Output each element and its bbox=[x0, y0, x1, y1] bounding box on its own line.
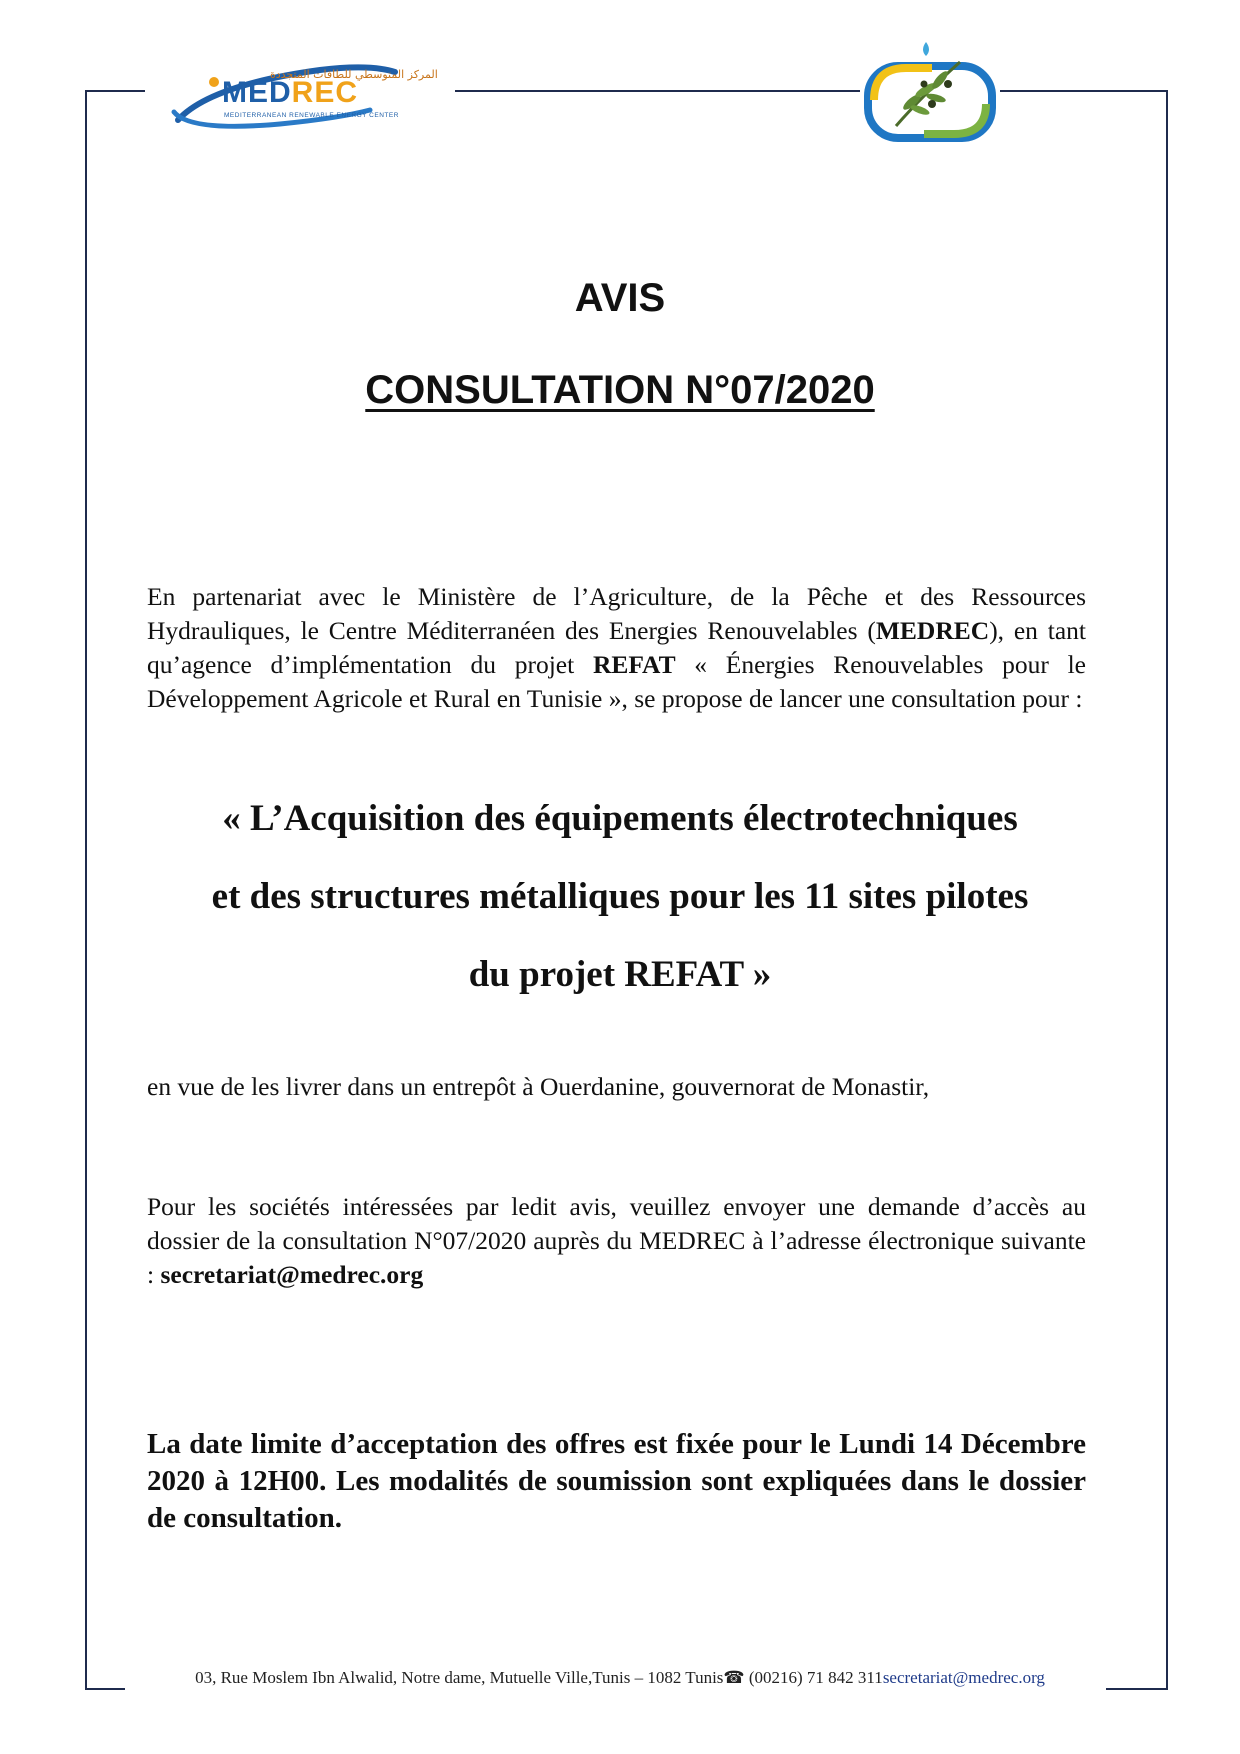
object-line: « L’Acquisition des équipements électrotechniques bbox=[222, 798, 1018, 839]
footer-phone: (00216) 71 842 311 bbox=[744, 1668, 883, 1687]
footer-address: 03, Rue Moslem Ibn Alwalid, Notre dame, Mutuelle Ville,Tunis – 1082 Tunis bbox=[195, 1668, 724, 1687]
medrec-wordmark: MEDREC bbox=[222, 76, 359, 109]
consultation-object bbox=[120, 780, 1120, 1014]
medrec-arabic: المركز المتوسطي للطاقات المتجددة bbox=[270, 68, 438, 81]
contact-email[interactable]: secretariat@medrec.org bbox=[160, 1260, 424, 1289]
phone-icon: ☎ bbox=[723, 1668, 745, 1687]
footer bbox=[0, 1668, 1240, 1688]
object-line: du projet REFAT » bbox=[468, 954, 772, 995]
delivery-paragraph: en vue de les livrer dans un entrepôt à Ouerdanine, gouvernorat de Monastir, bbox=[147, 1072, 930, 1101]
frame-top-middle bbox=[455, 90, 860, 92]
frame-top-left bbox=[85, 90, 145, 92]
medrec-logo bbox=[170, 50, 438, 132]
intro-paragraph: En partenariat avec le Ministère de l’Agriculture, de la Pêche et des Ressources Hydrauliques, le Centre Méditerranéen des Energies Renouvelables (MEDREC), en tant qu’agence d’implémentation du projet REFAT « Énergies Renouvelables pour le Développement Agricole et Rural en Tunisie », se propose de lancer une consultation pour : bbox=[147, 582, 1086, 713]
frame-right bbox=[1166, 90, 1168, 1690]
frame-top-right bbox=[1000, 90, 1168, 92]
deadline-paragraph: La date limite d’acceptation des offres est fixée pour le Lundi 14 Décembre 2020 à 12H00. Les modalités de soumission sont expliquées dans le dossier de consultation. bbox=[147, 1428, 1086, 1534]
medrec-tagline: MEDITERRANEAN RENEWABLE ENERGY CENTER bbox=[224, 112, 399, 119]
contact-paragraph: Pour les sociétés intéressées par ledit avis, veuillez envoyer une demande d’accès au dossier de la consultation N°07/2020 auprès du MEDREC à l’adresse électronique suivante : secretariat@medrec.org bbox=[147, 1192, 1086, 1289]
olive-branch-emblem-icon bbox=[862, 40, 996, 142]
frame-bottom-left bbox=[85, 1688, 125, 1690]
page-title: AVIS bbox=[574, 276, 666, 320]
frame-bottom-right bbox=[1106, 1688, 1168, 1690]
footer-email[interactable]: secretariat@medrec.org bbox=[882, 1668, 1045, 1687]
frame-left bbox=[85, 90, 87, 1690]
object-line: et des structures métalliques pour les 11 sites pilotes bbox=[211, 876, 1029, 917]
consultation-number: CONSULTATION N°07/2020 bbox=[365, 368, 875, 412]
